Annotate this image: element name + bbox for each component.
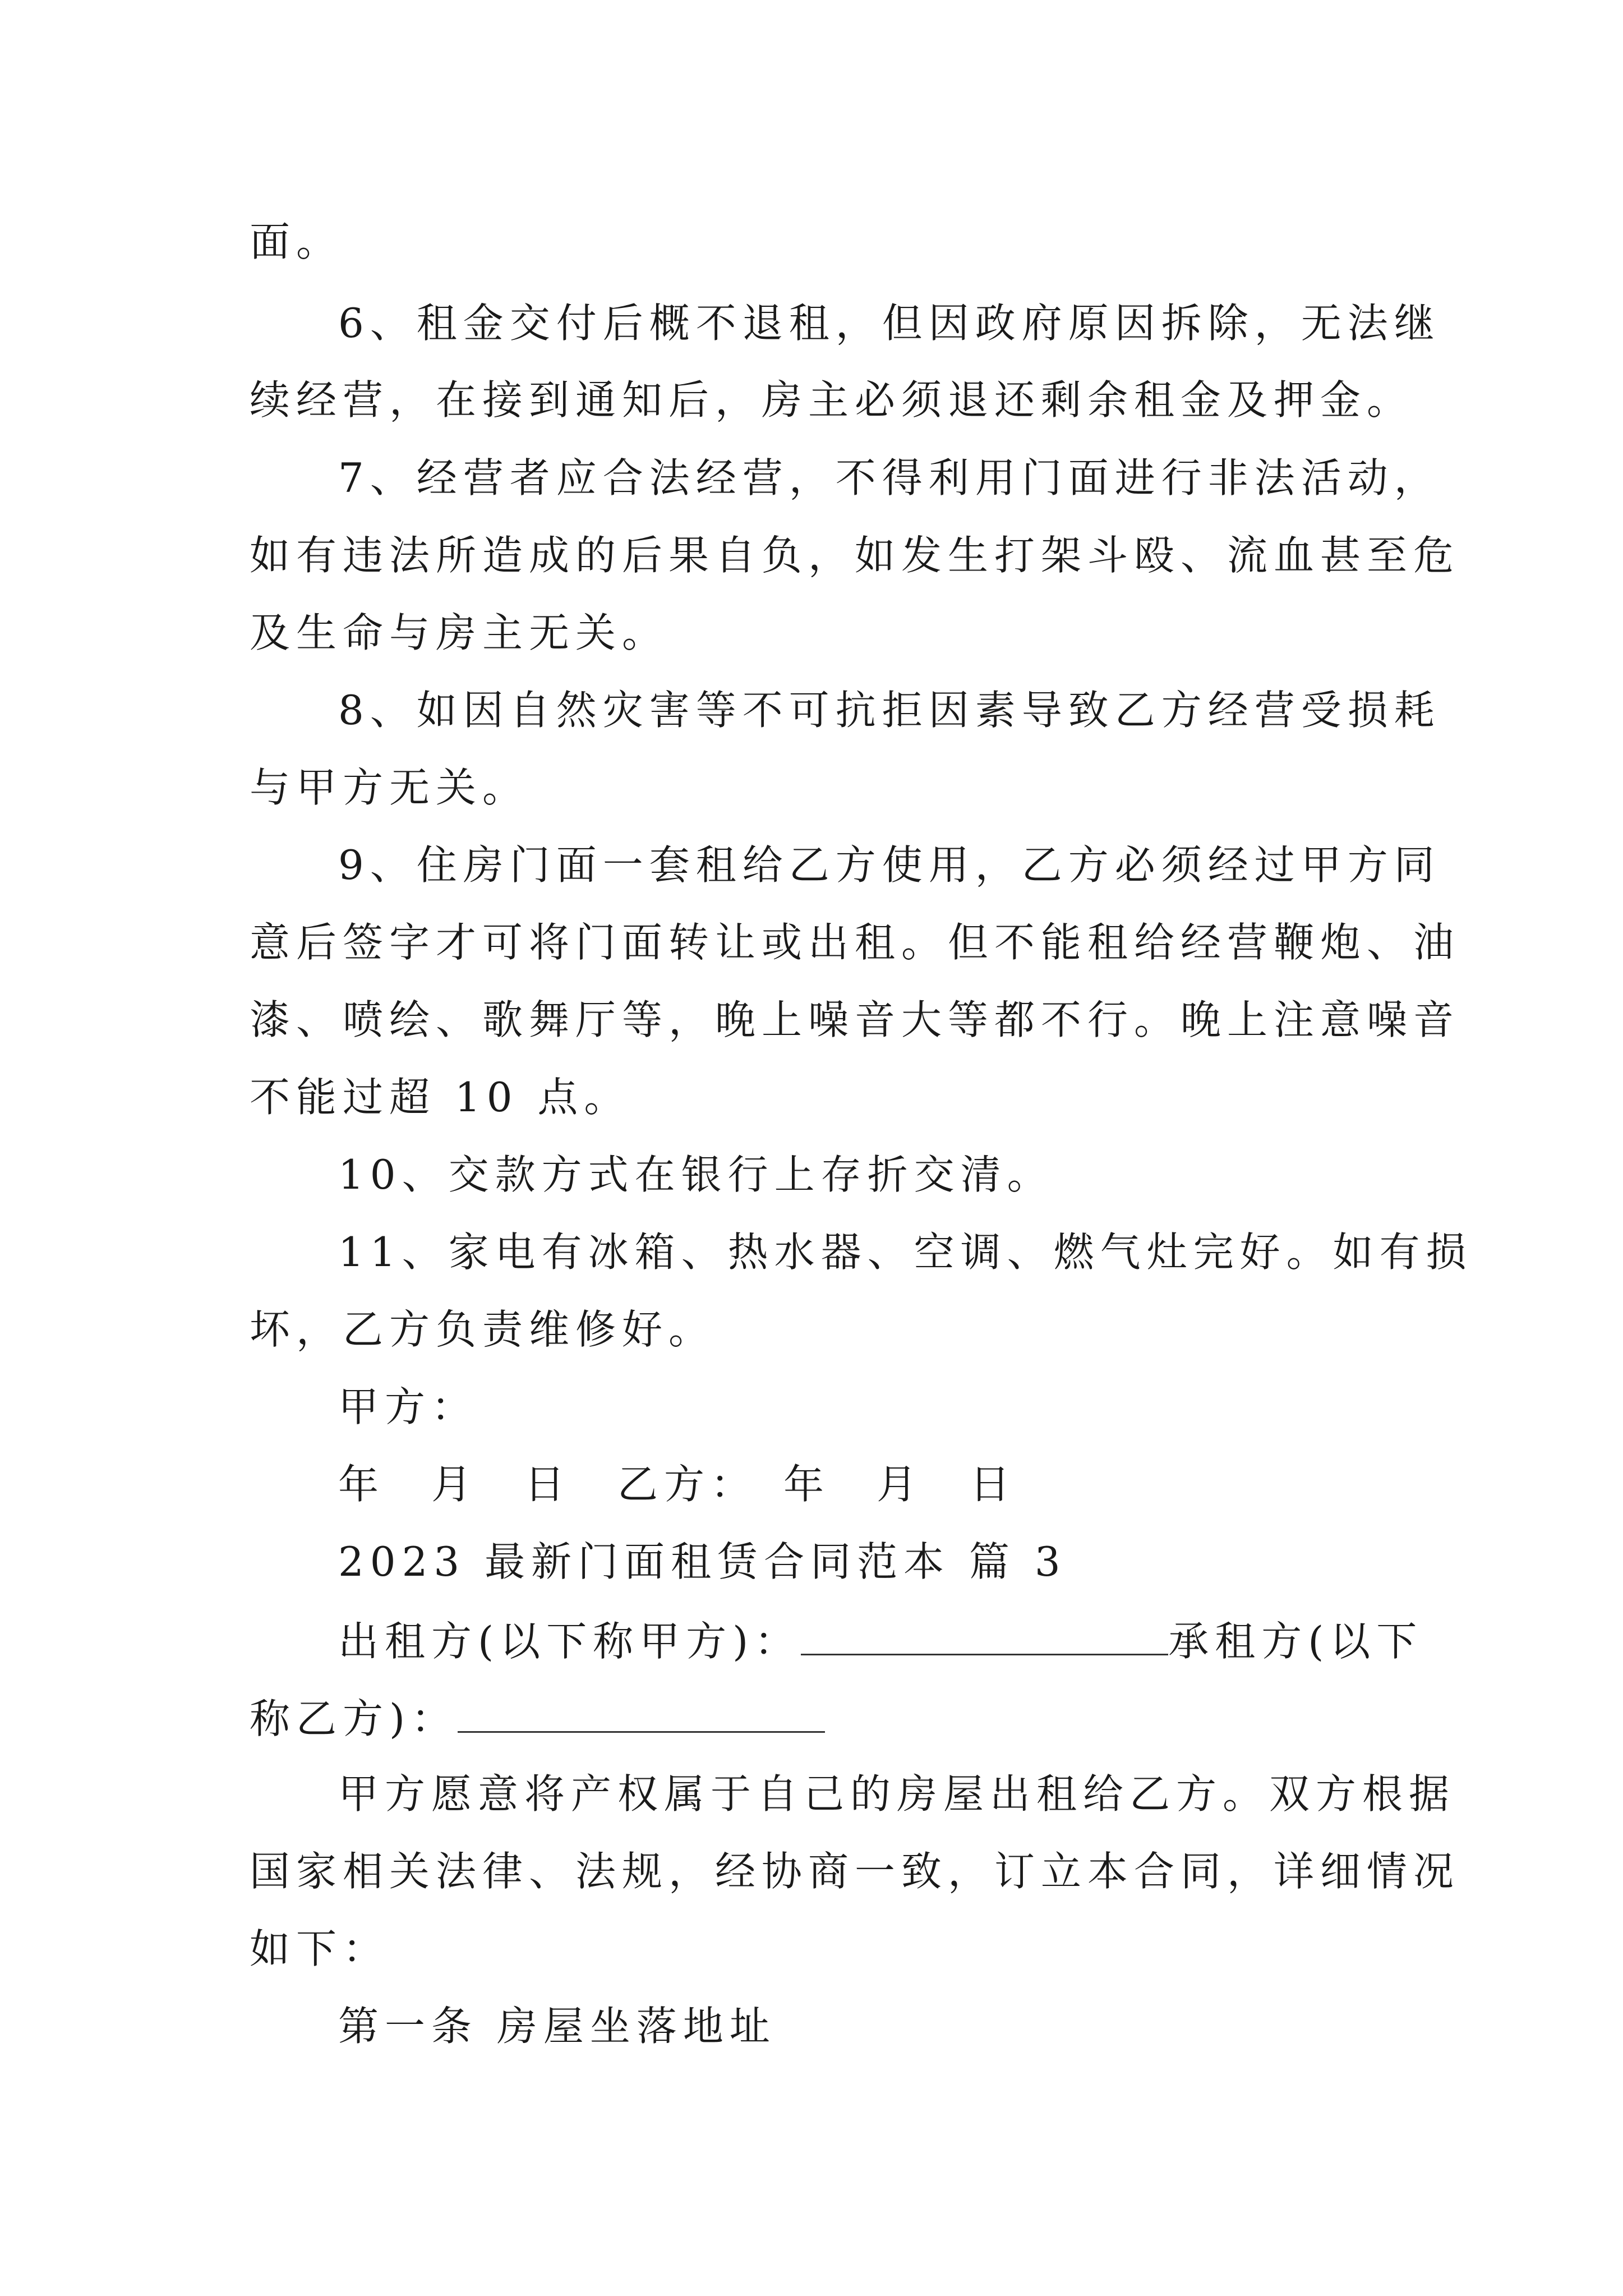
paragraph-line: 如有违法所造成的后果自负，如发生打架斗殴、流血甚至危	[250, 532, 1460, 579]
lessee-blank-field[interactable]	[458, 1696, 825, 1733]
clause-10-line: 10、交款方式在银行上存折交清。	[338, 1151, 1054, 1198]
signature-date-line: 年 月 日 乙方： 年 月 日	[338, 1461, 1017, 1508]
paragraph-line: 如下：	[250, 1925, 390, 1972]
section-heading: 2023 最新门面租赁合同范本 篇 3	[338, 1538, 1067, 1585]
lessor-blank-field[interactable]	[801, 1619, 1168, 1655]
paragraph-line: 不能过超 10 点。	[250, 1074, 631, 1121]
paragraph-line: 及生命与房主无关。	[250, 609, 669, 656]
paragraph-line: 意后签字才可将门面转让或出租。但不能租给经营鞭炮、油	[250, 919, 1460, 966]
paragraph-line: 面。	[250, 218, 343, 265]
lessor-line	[338, 1618, 1423, 1665]
paragraph-line: 与甲方无关。	[250, 764, 529, 811]
article-1-heading: 第一条 房屋坐落地址	[338, 2003, 776, 2050]
paragraph-line: 坏，乙方负责维修好。	[250, 1306, 716, 1353]
paragraph-line: 甲方愿意将产权属于自己的房屋出租给乙方。双方根据	[338, 1770, 1456, 1818]
clause-6-line: 6、租金交付后概不退租，但因政府原因拆除，无法继	[338, 300, 1441, 347]
party-a-signature-label: 甲方：	[338, 1383, 478, 1430]
lessee-label-start: 承租方(以下	[1168, 1618, 1423, 1665]
paragraph-line: 国家相关法律、法规，经协商一致，订立本合同，详细情况	[250, 1848, 1460, 1895]
lessee-line	[250, 1695, 825, 1742]
lessor-label: 出租方(以下称甲方)：	[338, 1618, 801, 1665]
paragraph-line: 续经营，在接到通知后，房主必须退还剩余租金及押金。	[250, 376, 1414, 424]
clause-8-line: 8、如因自然灾害等不可抗拒因素导致乙方经营受损耗	[338, 687, 1441, 734]
clause-7-line: 7、经营者应合法经营，不得利用门面进行非法活动，	[338, 454, 1441, 501]
clause-9-line: 9、住房门面一套租给乙方使用，乙方必须经过甲方同	[338, 841, 1441, 889]
paragraph-line: 漆、喷绘、歌舞厅等，晚上噪音大等都不行。晚上注意噪音	[250, 996, 1460, 1043]
clause-11-line: 11、家电有冰箱、热水器、空调、燃气灶完好。如有损	[338, 1228, 1473, 1276]
lessee-label: 称乙方)：	[250, 1695, 458, 1742]
